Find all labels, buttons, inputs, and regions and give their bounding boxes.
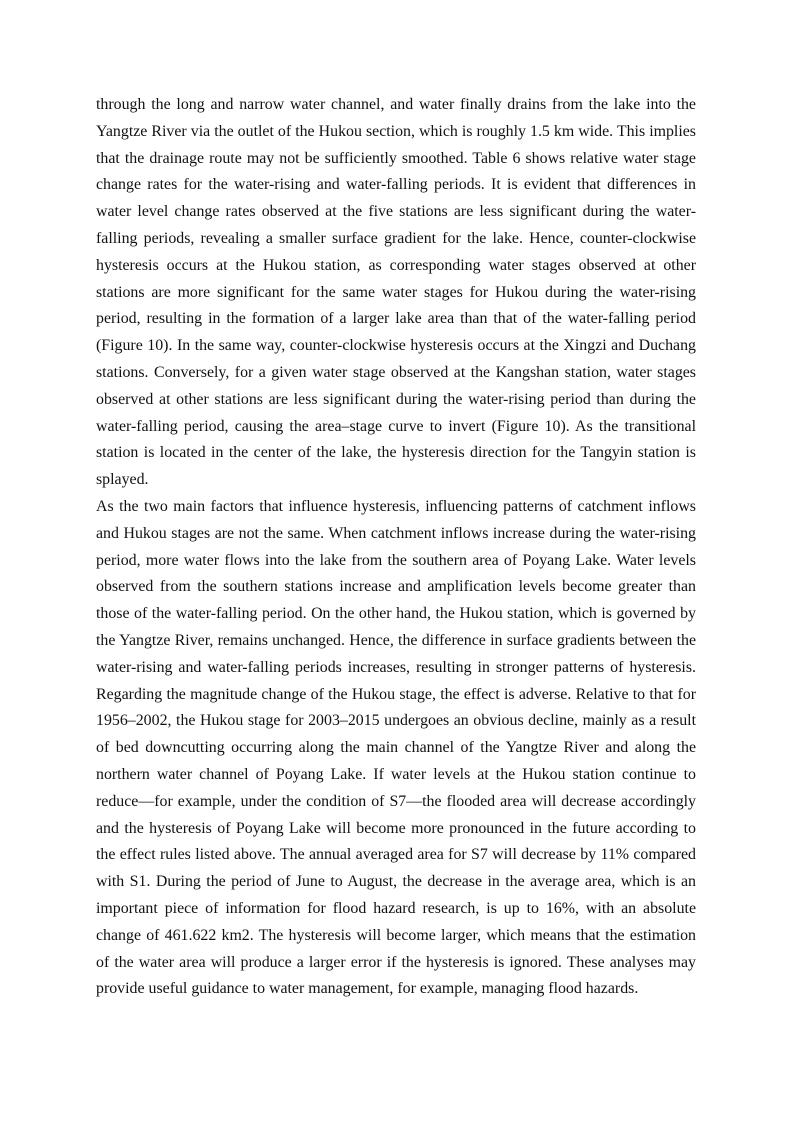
paragraph-influencing-factors: As the two main factors that influence hysteresis, influencing patterns of catchment inflows and Hukou stages are not the same. When catchment inflows increase during the water-rising period, more water flows into the lake from the southern area of Poyang Lake. Water levels observed from the southern stations increase and amplification levels become greater than those of the water-falling period. On the other hand, the Hukou station, which is governed by the Yangtze River, remains unchanged. Hence, the difference in surface gradients between the water-rising and water-falling periods increases, resulting in stronger patterns of hysteresis. Regarding the magnitude change of the Hukou stage, the effect is adverse. Relative to that for 1956–2002, the Hukou stage for 2003–2015 undergoes an obvious decline, mainly as a result of bed downcutting occurring along the main channel of the Yangtze River and along the northern water channel of Poyang Lake. If water levels at the Hukou station continue to reduce—for example, under the condition of S7—the flooded area will decrease accordingly and the hysteresis of Poyang Lake will become more pronounced in the future according to the effect rules listed above. The annual averaged area for S7 will decrease by 11% compared with S1. During the period of June to August, the decrease in the average area, which is an important piece of information for flood hazard research, is up to 16%, with an absolute change of 461.622 km2. The hysteresis will become larger, which means that the estimation of the water area will produce a larger error if the hysteresis is ignored. These analyses may provide useful guidance to water management, for example, managing flood hazards.	[96, 497, 696, 998]
body-text	[96, 92, 696, 1003]
paragraph-hysteresis-mechanism: through the long and narrow water channel, and water finally drains from the lake into the Yangtze River via the outlet of the Hukou section, which is roughly 1.5 km wide. This implies that the drainage route may not be sufficiently smoothed. Table 6 shows relative water stage change rates for the water-rising and water-falling periods. It is evident that differences in water level change rates observed at the five stations are less significant during the water-falling periods, revealing a smaller surface gradient for the lake. Hence, counter-clockwise hysteresis occurs at the Hukou station, as corresponding water stages observed at other stations are more significant for the same water stages for Hukou during the water-rising period, resulting in the formation of a larger lake area than that of the water-falling period (Figure 10). In the same way, counter-clockwise hysteresis occurs at the Xingzi and Duchang stations. Conversely, for a given water stage observed at the Kangshan station, water stages observed at other stations are less significant during the water-rising period than during the water-falling period, causing the area–stage curve to invert (Figure 10). As the transitional station is located in the center of the lake, the hysteresis direction for the Tangyin station is splayed.	[96, 96, 696, 489]
